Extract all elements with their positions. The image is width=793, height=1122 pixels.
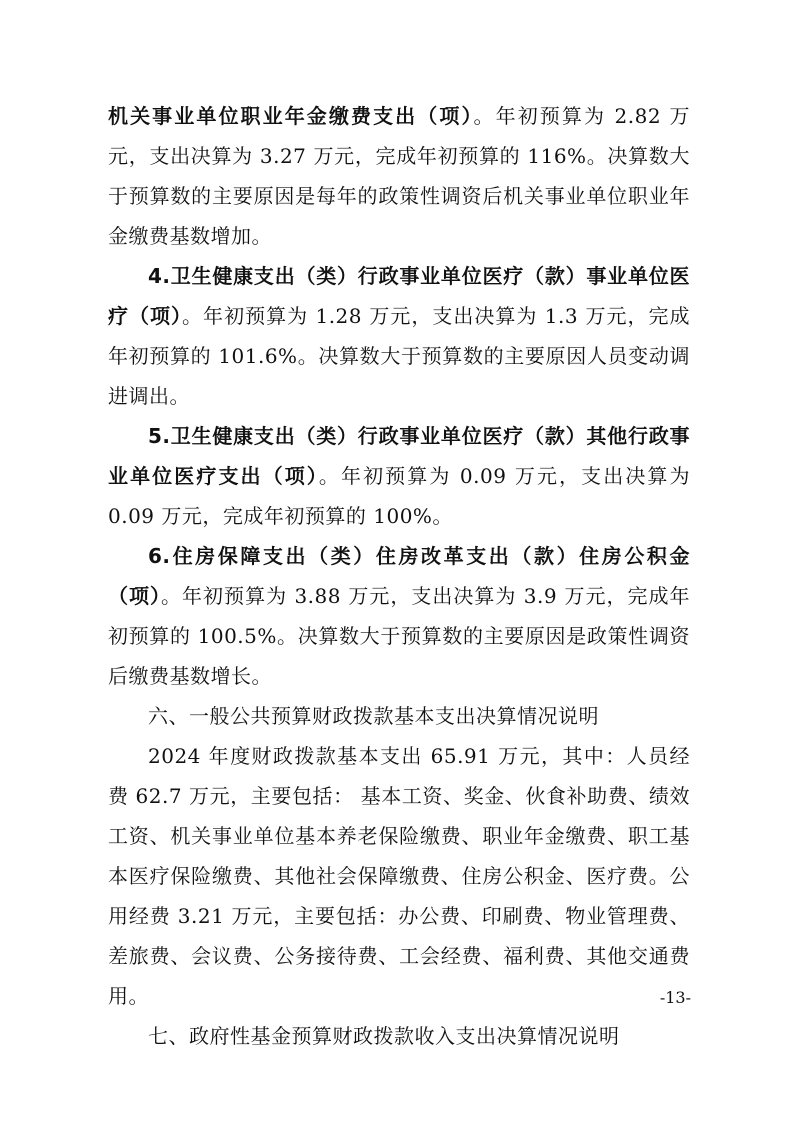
item-title: 6.住房保障支出（类）住房改革支出（款）住房公积金（项） xyxy=(108,544,690,608)
document-body xyxy=(108,96,690,1056)
item-title: 4.卫生健康支出（类）行政事业单位医疗（款）事业单位医疗（项） xyxy=(108,264,690,328)
section-heading-7: 七、政府性基金预算财政拨款收入支出决算情况说明 xyxy=(148,1024,620,1048)
item-text: 。年初预算为 0.09 万元，支出决算为 0.09 万元，完成年初预算的 100%。 xyxy=(108,464,691,528)
paragraph-housing-fund xyxy=(108,536,690,696)
paragraph-basic-expense: 2024 年度财政拨款基本支出 65.91 万元，其中：人员经费 62.7 万元，主要包括： 基本工资、奖金、伙食补助费、绩效工资、机关事业单位基本养老保险缴费、职业年金缴费、职工基本医疗保险缴费、其他社会保障缴费、住房公积金、医疗费。公用经费 3.21 万元，主要包括：办公费、印刷费、物业管理费、差旅费、会议费、公务接待费、工会经费、福利费、其他交通费用。 xyxy=(108,744,690,1008)
item-text: 。年初预算为 2.82 万元，支出决算为 3.27 万元，完成年初预算的 116%。决算数大于预算数的主要原因是每年的政策性调资后机关事业单位职业年金缴费基数增加。 xyxy=(108,104,690,248)
item-title: 5.卫生健康支出（类）行政事业单位医疗（款）其他行政事业单位医疗支出（项） xyxy=(108,424,690,488)
page-number: -13- xyxy=(659,988,691,1007)
section-heading-6: 六、一般公共预算财政拨款基本支出决算情况说明 xyxy=(148,704,599,728)
paragraph-pension-expense xyxy=(108,96,690,256)
item-text: 。年初预算为 3.88 万元，支出决算为 3.9 万元，完成年初预算的 100.5%。决算数大于预算数的主要原因是政策性调资后缴费基数增长。 xyxy=(108,584,690,688)
item-text: 。年初预算为 1.28 万元，支出决算为 1.3 万元，完成年初预算的 101.6%。决算数大于预算数的主要原因人员变动调进调出。 xyxy=(108,304,690,408)
item-title: 机关事业单位职业年金缴费支出（项） xyxy=(108,104,474,128)
paragraph-other-medical xyxy=(108,416,690,536)
paragraph-public-medical xyxy=(108,256,690,416)
